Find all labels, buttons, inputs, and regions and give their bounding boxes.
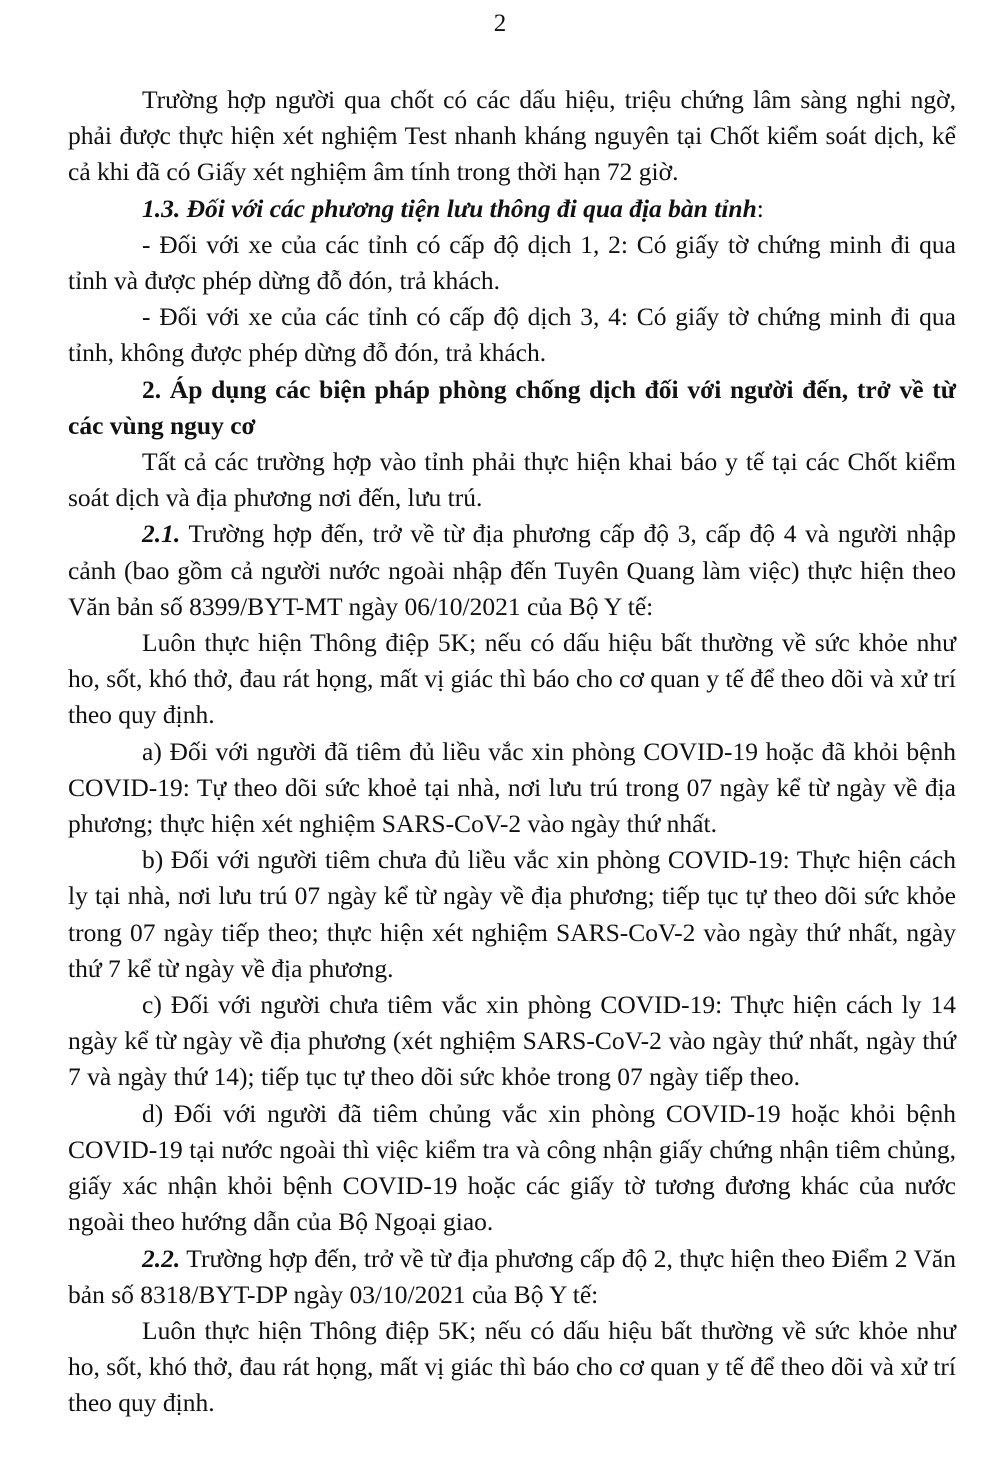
label-2-1: 2.1. [142, 519, 181, 549]
paragraph-rapid-test: Trường hợp người qua chốt có các dấu hiệu, triệu chứng lâm sàng nghi ngờ, phải được thực hiện xét nghiệm Test nhanh kháng nguyên tại Chốt kiểm soát dịch, kể cả khi đã có Giấy xét nghiệm âm tính trong thời hạn 72 giờ. [68, 85, 956, 187]
label-2-2: 2.2. [142, 1243, 181, 1273]
heading-2: 2. Áp dụng các biện pháp phòng chống dịch đối với người đến, trở về từ các vùng nguy cơ [68, 374, 956, 440]
paragraph-d: d) Đối với người đã tiêm chủng vắc xin phòng COVID-19 hoặc khỏi bệnh COVID-19 tại nước ngoài thì việc kiểm tra và công nhận giấy chứng nhận tiêm chủng, giấy xác nhận khỏi bệnh COVID-19 hoặc các giấy tờ tương đương khác của nước ngoài theo hướng dẫn của Bộ Ngoại giao. [68, 1098, 956, 1237]
paragraph-5k-1: Luôn thực hiện Thông điệp 5K; nếu có dấu hiệu bất thường về sức khỏe như ho, sốt, khó thở, đau rát họng, mất vị giác thì báo cho cơ quan y tế để theo dõi và xử trí theo quy định. [68, 628, 956, 730]
paragraph-c: c) Đối với người chưa tiêm vắc xin phòng COVID-19: Thực hiện cách ly 14 ngày kể từ ngày về địa phương (xét nghiệm SARS-CoV-2 vào ngày thứ nhất, ngày thứ 7 và ngày thứ 14); tiếp tục tự theo dõi sức khỏe trong 07 ngày tiếp theo. [68, 990, 956, 1092]
heading-1-3-text: 1.3. Đối với các phương tiện lưu thông đi qua địa bàn tỉnh [142, 193, 757, 223]
paragraph-level-3-4: - Đối với xe của các tỉnh có cấp độ dịch 3, 4: Có giấy tờ chứng minh đi qua tỉnh, không được phép dừng đỗ đón, trả khách. [68, 302, 956, 368]
heading-1-3-colon: : [756, 193, 764, 223]
paragraph-5k-2: Luôn thực hiện Thông điệp 5K; nếu có dấu hiệu bất thường về sức khỏe như ho, sốt, khó thở, đau rát họng, mất vị giác thì báo cho cơ quan y tế để theo dõi và xử trí theo quy định. [68, 1315, 956, 1418]
paragraph-b: b) Đối với người tiêm chưa đủ liều vắc xin phòng COVID-19: Thực hiện cách ly tại nhà, nơi lưu trú 07 ngày kể từ ngày về địa phương; tiếp tục tự theo dõi sức khỏe trong 07 ngày tiếp theo; thực hiện xét nghiệm SARS-CoV-2 vào ngày thứ nhất, ngày thứ 7 kể từ ngày về địa phương. [68, 845, 956, 983]
paragraph-medical-declaration: Tất cả các trường hợp vào tỉnh phải thực hiện khai báo y tế tại các Chốt kiểm soát dịch và địa phương nơi đến, lưu trú. [68, 447, 956, 513]
paragraph-2-2-text: Trường hợp đến, trở về từ địa phương cấp độ 2, thực hiện theo Điểm 2 Văn bản số 8318/BYT-DP ngày 03/10/2021 của Bộ Y tế: [68, 1243, 956, 1309]
paragraph-2-1 [68, 516, 956, 625]
document-body [68, 82, 956, 1422]
paragraph-a: a) Đối với người đã tiêm đủ liều vắc xin phòng COVID-19 hoặc đã khỏi bệnh COVID-19: Tự theo dõi sức khoẻ tại nhà, nơi lưu trú trong 07 ngày kể từ ngày về địa phương; thực hiện xét nghiệm SARS-CoV-2 vào ngày thứ nhất. [68, 736, 956, 839]
heading-1-3 [68, 191, 956, 227]
page-number: 2 [493, 10, 507, 37]
paragraph-level-1-2: - Đối với xe của các tỉnh có cấp độ dịch 1, 2: Có giấy tờ chứng minh đi qua tỉnh và được phép dừng đỗ đón, trả khách. [68, 229, 956, 296]
paragraph-2-2 [68, 1241, 956, 1313]
paragraph-2-1-text: Trường hợp đến, trở về từ địa phương cấp độ 3, cấp độ 4 và người nhập cảnh (bao gồm cả người nước ngoài nhập đến Tuyên Quang làm việc) thực hiện theo Văn bản số 8399/BYT-MT ngày 06/10/2021 của Bộ Y tế: [68, 519, 956, 621]
